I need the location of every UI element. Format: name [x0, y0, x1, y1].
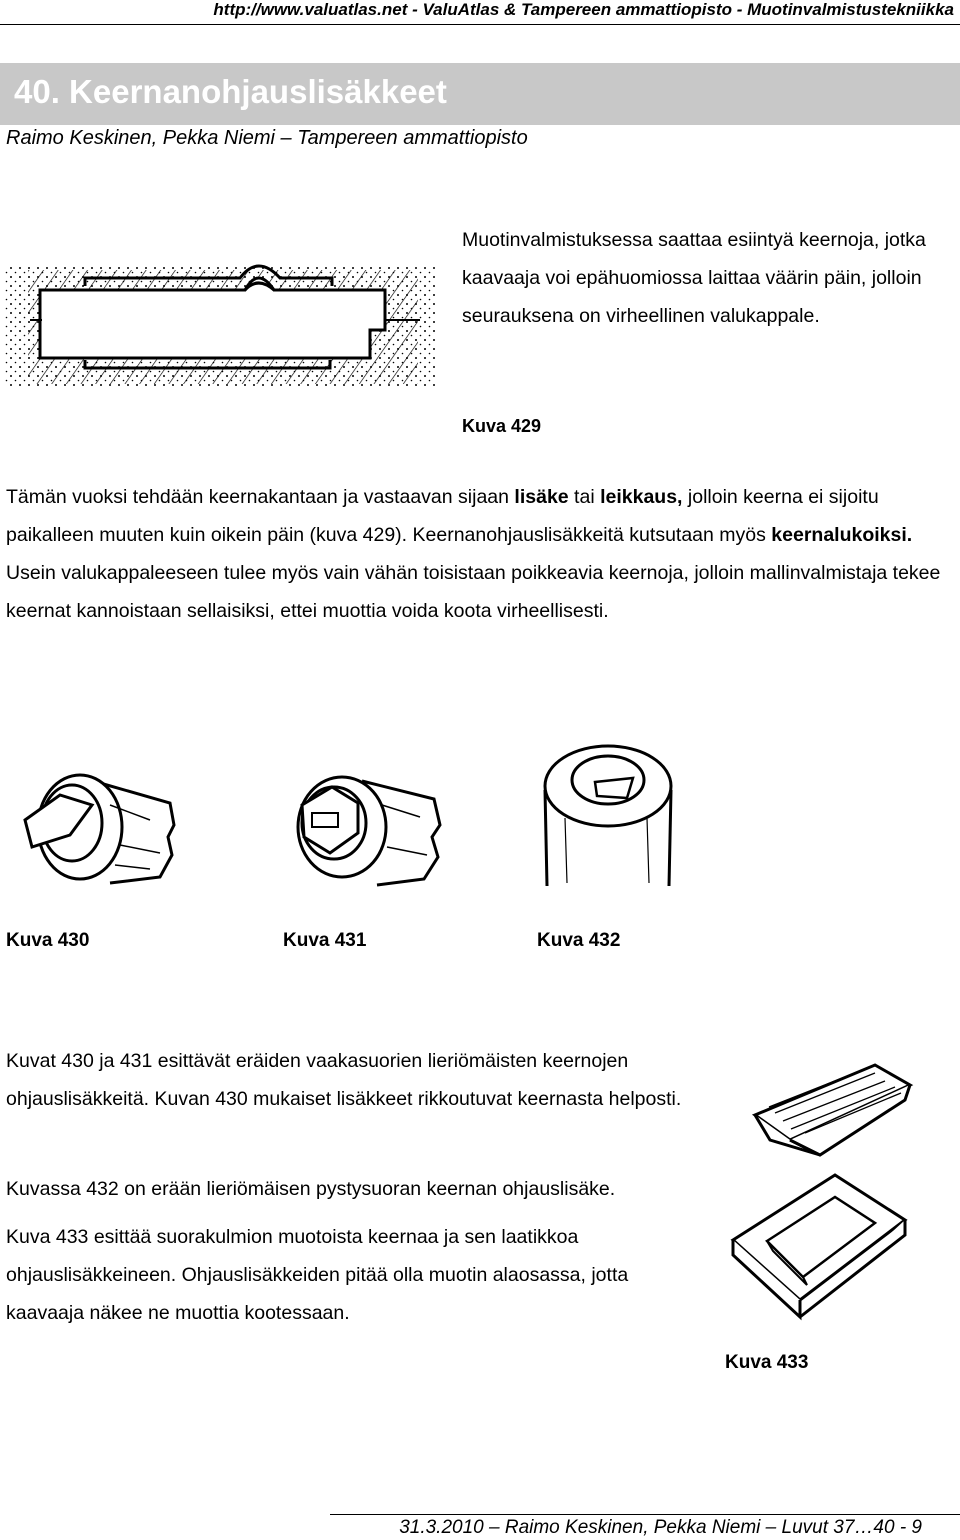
figure-431-cylinder-core: [282, 765, 452, 895]
paragraph-3: Kuvassa 432 on erään lieriömäisen pystysuoran keernan ohjauslisäke.: [6, 1178, 616, 1200]
term-lisake: lisäke: [514, 486, 569, 508]
figure-429-core-drawing: [0, 248, 440, 393]
paragraph-2: Kuvat 430 ja 431 esittävät eräiden vaakasuorien lieriömäisten keernojen ohjauslisäkkeitä. Kuvan 430 mukaiset lisäkkeet rikkoutuvat keernasta helposti.: [6, 1050, 682, 1110]
caption-kuva-433: Kuva 433: [725, 1352, 809, 1373]
caption-kuva-431: Kuva 431: [283, 930, 367, 951]
header-divider: [0, 24, 960, 25]
paragraph-1-text-c: jolloin keerna ei sijoitu paikalleen muuten kuin oikein päin (kuva 429). Keernanohjauslisäkkeitä kutsutaan myös: [6, 486, 879, 546]
figure-432-vertical-core: [535, 738, 680, 888]
footer-line: [399, 1517, 922, 1539]
paragraph-1-text-b: tai: [568, 486, 601, 508]
caption-kuva-432: Kuva 432: [537, 930, 621, 951]
intro-paragraph: Muotinvalmistuksessa saattaa esiintyä keernoja, jotka kaavaaja voi epähuomiossa laittaa väärin päin, jolloin seurauksena on virheellinen valukappale.: [462, 229, 926, 327]
footer-date: 31.3.2010: [399, 1517, 484, 1538]
paragraph-1: [6, 478, 956, 630]
footer-chapters: Luvut 37…40 - 9: [781, 1517, 922, 1538]
paragraph-1-text-d: Usein valukappaleeseen tulee myös vain vähän toisistaan poikkeavia keernoja, jolloin mallinvalmistaja tekee keernat kannoistaan sellaisiksi, ettei muottia voida koota virheellisesti.: [6, 562, 941, 622]
term-leikkaus: leikkaus,: [600, 486, 683, 508]
term-keernalukoiksi: keernalukoiksi.: [771, 524, 913, 546]
page-title: 40. Keernanohjauslisäkkeet: [14, 73, 447, 110]
figure-433-rectangular-core-and-box: [725, 1055, 915, 1325]
figure-430-cylinder-core: [10, 765, 180, 895]
authors-line: Raimo Keskinen, Pekka Niemi – Tampereen ammattiopisto: [6, 127, 528, 149]
caption-kuva-429: Kuva 429: [462, 416, 542, 436]
title-bar: [0, 63, 960, 125]
footer-divider: [330, 1514, 960, 1515]
footer-dash: –: [483, 1517, 505, 1538]
paragraph-4: Kuva 433 esittää suorakulmion muotoista keernaa ja sen laatikkoa ohjauslisäkkeineen. Ohjauslisäkkeiden pitää olla muotin alaosassa, jotta kaavaaja näkee ne muottia kootessaan.: [6, 1226, 629, 1324]
caption-kuva-430: Kuva 430: [6, 930, 90, 951]
paragraph-1-text-a: Tämän vuoksi tehdään keernakantaan ja vastaavan sijaan: [6, 486, 515, 508]
footer-authors: Raimo Keskinen, Pekka Niemi: [504, 1517, 761, 1538]
footer-dash-2: –: [760, 1517, 782, 1538]
header-url: http://www.valuatlas.net - ValuAtlas & Tampereen ammattiopisto - Muotinvalmistustekniikka: [213, 0, 954, 19]
